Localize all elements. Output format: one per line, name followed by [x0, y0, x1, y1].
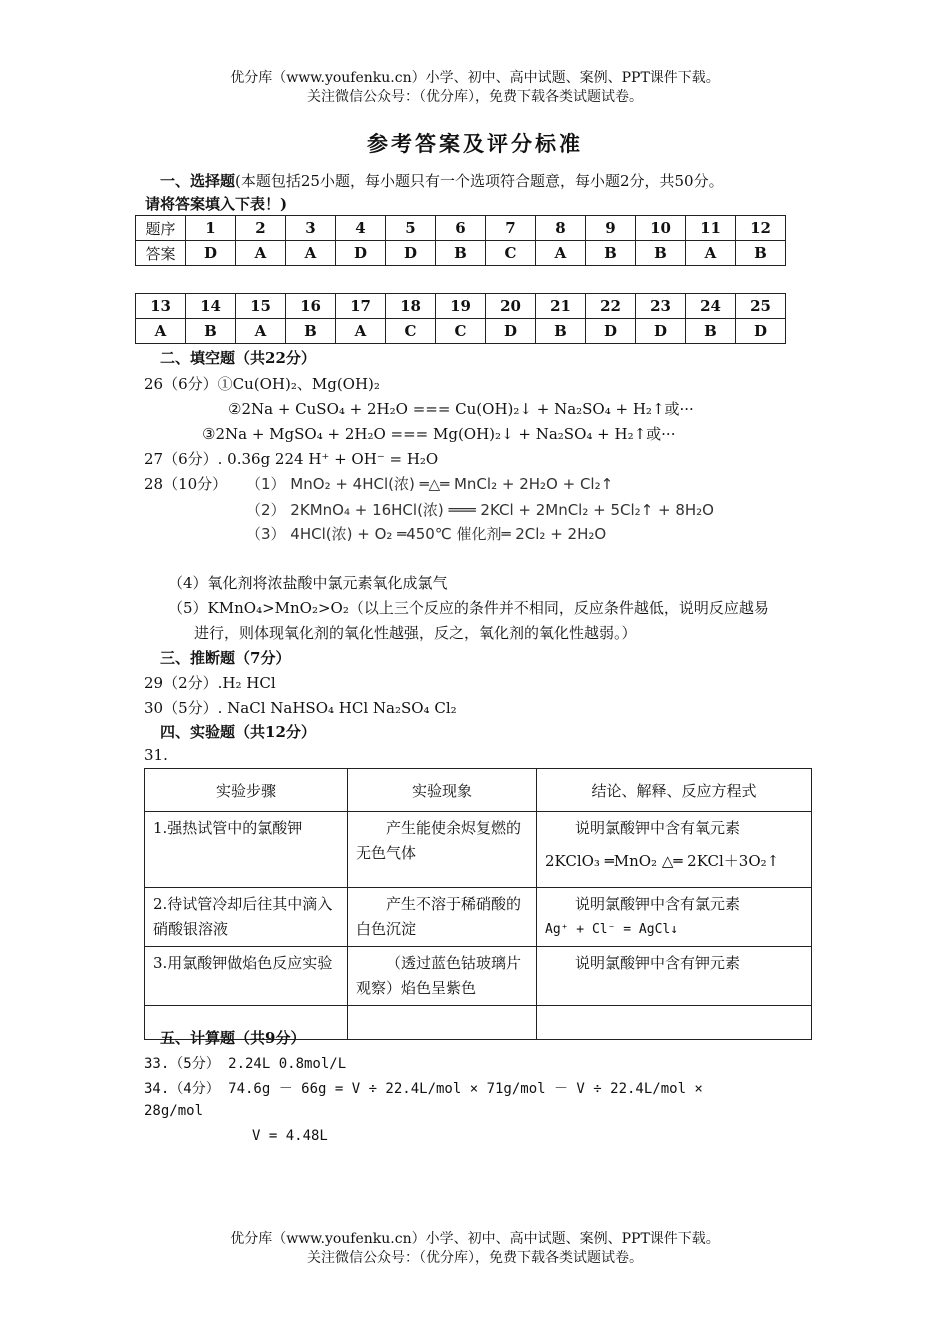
table1-question-cell-6: 6: [436, 216, 486, 241]
table2-question-cell-3: 15: [236, 294, 286, 319]
exp-row-4-observation: [348, 1006, 537, 1040]
table1-question-cell-3: 3: [286, 216, 336, 241]
table1-question-cell-10: 10: [636, 216, 686, 241]
section-5-heading: 五、计算题（共9分）: [160, 1029, 306, 1047]
table1-question-cell-12: 12: [736, 216, 786, 241]
table1-answer-cell-6: B: [436, 241, 486, 266]
table1-question-cell-4: 4: [336, 216, 386, 241]
exp-row-2-observation: 产生不溶于稀硝酸的白色沉淀: [348, 888, 537, 947]
table1-question-cell-7: 7: [486, 216, 536, 241]
table2-question-cell-2: 14: [186, 294, 236, 319]
table2-question-cell-10: 22: [586, 294, 636, 319]
row-label-question: 题序: [136, 216, 186, 241]
q27-answer: 27（6分）. 0.36g 224 H⁺ + OH⁻ = H₂O: [144, 450, 439, 468]
exp-row-1-step: 1.强热试管中的氯酸钾: [145, 812, 348, 888]
q34-line-2: 28g/mol: [144, 1103, 204, 1119]
section-2-heading: 二、填空题（共22分）: [160, 349, 316, 367]
exp-row-2-conclusion-text: 说明氯酸钾中含有氯元素: [575, 895, 741, 913]
table1-answer-cell-12: B: [736, 241, 786, 266]
section-4-heading: 四、实验题（共12分）: [160, 723, 316, 741]
table2-question-cell-8: 20: [486, 294, 536, 319]
table1-answer-cell-7: C: [486, 241, 536, 266]
row-label-answer: 答案: [136, 241, 186, 266]
exp-row-1-observation: 产生能使余烬复燃的无色气体: [348, 812, 537, 888]
table2-question-cell-7: 19: [436, 294, 486, 319]
q28-label: 28（10分）: [144, 475, 228, 493]
footer-line-1: 优分库（www.youfenku.cn）小学、初中、高中试题、案例、PPT课件下载。: [230, 1231, 720, 1247]
answer-table-2: [135, 293, 786, 344]
table2-question-cell-13: 25: [736, 294, 786, 319]
exp-row-1-conclusion-text: 说明氯酸钾中含有氧元素: [575, 819, 741, 837]
q28-equation-3: （3） 4HCl(浓) + O₂ ═450℃ 催化剂═ 2Cl₂ + 2H₂O: [246, 525, 607, 543]
table2-answer-cell-10: D: [586, 319, 636, 344]
table2-question-cell-6: 18: [386, 294, 436, 319]
exp-row-2-conclusion: [537, 888, 812, 947]
table1-answer-cell-2: A: [236, 241, 286, 266]
exp-header-conclusion: 结论、解释、反应方程式: [537, 769, 812, 812]
table2-question-cell-12: 24: [686, 294, 736, 319]
table2-answer-cell-3: A: [236, 319, 286, 344]
exp-row-2-step: 2.待试管冷却后往其中滴入硝酸银溶液: [145, 888, 348, 947]
table2-answer-cell-6: C: [386, 319, 436, 344]
exp-row-3-conclusion-text: 说明氯酸钾中含有钾元素: [575, 954, 741, 972]
exp-row-1-conclusion: [537, 812, 812, 888]
section-1-instruction: 请将答案填入下表！): [145, 195, 288, 213]
q30-answer: 30（5分）. NaCl NaHSO₄ HCl Na₂SO₄ Cl₂: [144, 699, 457, 717]
table2-question-cell-11: 23: [636, 294, 686, 319]
q26-line-3: ③2Na + MgSO₄ + 2H₂O === Mg(OH)₂↓ + Na₂SO₄ + H₂↑或···: [202, 425, 676, 443]
table2-answer-cell-5: A: [336, 319, 386, 344]
q28-part-5-line-2: 进行，则体现氧化剂的氧化性越强，反之，氧化剂的氧化性越弱。）: [194, 624, 637, 642]
q34-line-3: V = 4.48L: [252, 1128, 328, 1144]
q28-part-4: （4）氧化剂将浓盐酸中氯元素氧化成氯气: [168, 574, 448, 592]
q29-answer: 29（2分）.H₂ HCl: [144, 674, 276, 692]
table2-answer-cell-4: B: [286, 319, 336, 344]
table1-question-cell-1: 1: [186, 216, 236, 241]
table2-answer-cell-2: B: [186, 319, 236, 344]
table1-answer-cell-4: D: [336, 241, 386, 266]
table1-question-cell-2: 2: [236, 216, 286, 241]
table2-question-cell-1: 13: [136, 294, 186, 319]
exp-row-3-step: 3.用氯酸钾做焰色反应实验: [145, 947, 348, 1006]
q28-part-5-line-1: （5）KMnO₄>MnO₂>O₂（以上三个反应的条件并不相同，反应条件越低，说明反应越易: [168, 599, 769, 617]
q28-equation-1: （1） MnO₂ + 4HCl(浓) ═△═ MnCl₂ + 2H₂O + Cl₂↑: [246, 475, 614, 493]
q26-line-2: ②2Na + CuSO₄ + 2H₂O === Cu(OH)₂↓ + Na₂SO₄ + H₂↑或···: [228, 400, 694, 418]
table2-answer-cell-1: A: [136, 319, 186, 344]
page-title: 参考答案及评分标准: [367, 131, 583, 156]
table1-answer-cell-9: B: [586, 241, 636, 266]
table2-answer-cell-11: D: [636, 319, 686, 344]
header-line-2: 关注微信公众号：（优分库），免费下载各类试题试卷。: [307, 89, 643, 105]
header-line-1: 优分库（www.youfenku.cn）小学、初中、高中试题、案例、PPT课件下载。: [230, 70, 720, 86]
exp-row-3-observation: （透过蓝色钴玻璃片观察）焰色呈紫色: [348, 947, 537, 1006]
table1-answer-cell-3: A: [286, 241, 336, 266]
q33-answer: 33.（5分） 2.24L 0.8mol/L: [144, 1056, 347, 1072]
table1-question-cell-9: 9: [586, 216, 636, 241]
table1-answer-cell-11: A: [686, 241, 736, 266]
q26-line-1: 26（6分）①Cu(OH)₂、Mg(OH)₂: [144, 375, 380, 393]
exp-row-4-conclusion: [537, 1006, 812, 1040]
exp-row-3-conclusion: [537, 947, 812, 1006]
table2-answer-cell-9: B: [536, 319, 586, 344]
section-3-heading: 三、推断题（7分）: [160, 649, 291, 667]
table2-question-cell-5: 17: [336, 294, 386, 319]
table2-answer-cell-12: B: [686, 319, 736, 344]
section-1-heading: 一、选择题: [160, 172, 236, 190]
table2-answer-cell-8: D: [486, 319, 536, 344]
section-1-line: [160, 170, 724, 191]
table1-answer-cell-5: D: [386, 241, 436, 266]
footer-line-2: 关注微信公众号：（优分库），免费下载各类试题试卷。: [307, 1250, 643, 1266]
q28-equation-2: （2） 2KMnO₄ + 16HCl(浓) ═══ 2KCl + 2MnCl₂ + 5Cl₂↑ + 8H₂O: [246, 501, 714, 519]
section-1-desc: (本题包括25小题，每小题只有一个选项符合题意，每小题2分，共50分。: [235, 172, 724, 190]
table2-answer-cell-13: D: [736, 319, 786, 344]
answer-table-1: [135, 215, 786, 266]
q31-label: 31.: [144, 746, 168, 764]
table1-answer-cell-1: D: [186, 241, 236, 266]
table2-question-cell-4: 16: [286, 294, 336, 319]
table1-question-cell-5: 5: [386, 216, 436, 241]
table1-question-cell-11: 11: [686, 216, 736, 241]
table2-answer-cell-7: C: [436, 319, 486, 344]
exp-header-observation: 实验现象: [348, 769, 537, 812]
exp-header-step: 实验步骤: [145, 769, 348, 812]
experiment-table: [144, 768, 812, 1040]
table1-question-cell-8: 8: [536, 216, 586, 241]
table1-answer-cell-10: B: [636, 241, 686, 266]
table1-answer-cell-8: A: [536, 241, 586, 266]
table2-question-cell-9: 21: [536, 294, 586, 319]
q34-line-1: 34.（4分） 74.6g － 66g = V ÷ 22.4L/mol × 71g/mol － V ÷ 22.4L/mol ×: [144, 1081, 703, 1097]
exp-row-2-equation: Ag⁺ + Cl⁻ = AgCl↓: [545, 922, 679, 937]
exp-row-1-equation: 2KClO₃ ═MnO₂ △═ 2KCl＋3O₂↑: [545, 852, 780, 870]
